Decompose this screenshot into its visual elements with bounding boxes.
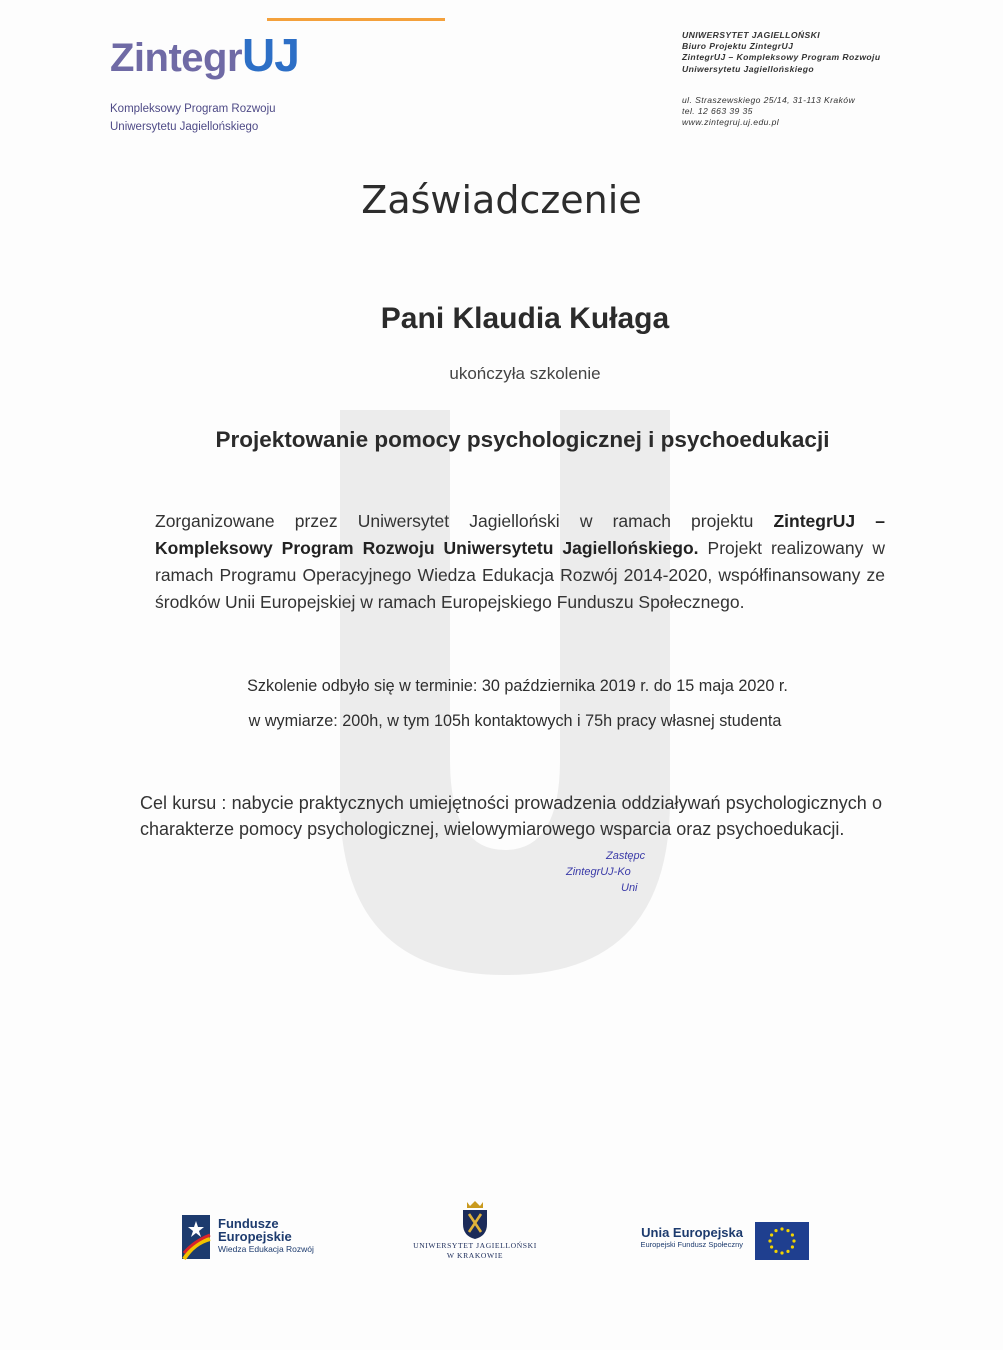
fe-text: [218, 1217, 314, 1256]
logo-word-accent: UJ: [242, 29, 299, 81]
fundusze-europejskie-logo: [180, 1213, 340, 1263]
address-line: ul. Straszewskiego 25/14, 31-113 Kraków: [682, 94, 856, 105]
signature-stamp: [566, 848, 645, 896]
uj-u-watermark-icon: [300, 400, 710, 1000]
logo-word-main: Zintegr: [110, 36, 243, 80]
address-line: Uniwersytetu Jagiellońskiego: [682, 63, 815, 74]
uj-line2: W KRAKOWIE: [446, 1251, 504, 1260]
office-address: [682, 30, 982, 128]
logo-strip: [267, 18, 445, 21]
address-gap: [682, 75, 982, 95]
organizer-paragraph: [155, 508, 885, 616]
uj-crest-icon: [455, 1198, 495, 1240]
course-goal: Cel kursu : nabycie praktycznych umiejętności prowadzenia oddziaływań psychologicznych o charakterze pomocy psychologicznej, wielowymiarowego wsparcia oraz psychoedukacji.: [140, 793, 882, 839]
para-text-2: Projekt realizowany w ramach Programu Operacyjnego Wiedza Edukacja Rozwój 2014-2020, współfinansowany ze środków Unii Europejskiej w ramach Europejskiego Funduszu Społecznego.: [155, 538, 885, 612]
fundusze-europejskie-logo-icon: [180, 1213, 214, 1263]
document-title: Zaświadczenie: [361, 178, 642, 222]
ue-text: [625, 1225, 743, 1249]
stamp-line: ZintegrUJ-Ko: [566, 866, 631, 878]
training-scope: w wymiarze: 200h, w tym 105h kontaktowych i 75h pracy własnej studenta: [248, 712, 782, 730]
uj-crest-logo: [400, 1198, 550, 1268]
uj-line1: UNIWERSYTET JAGIELLOŃSKI: [413, 1241, 537, 1250]
logo-subtitle: [110, 100, 276, 136]
logo-subtitle-line1: Kompleksowy Program Rozwoju: [110, 103, 276, 115]
logo-subtitle-line2: Uniwersytetu Jagiellońskiego: [110, 121, 259, 133]
address-line: Biuro Projektu ZintegrUJ: [682, 41, 794, 52]
fe-title2: Europejskie: [218, 1229, 292, 1244]
unia-europejska-logo: [625, 1222, 825, 1262]
ue-title: Unia Europejska: [641, 1225, 743, 1240]
fe-title1: Fundusze: [218, 1216, 279, 1231]
para-text-1: Zorganizowane przez Uniwersytet Jagielloński w ramach projektu: [155, 511, 774, 531]
ue-subtitle: Europejski Fundusz Społeczny: [640, 1240, 743, 1249]
logo-word: [110, 28, 299, 82]
para-text-bold: ZintegrUJ – Kompleksowy Program Rozwoju Uniwersytetu Jagiellońskiego.: [155, 511, 885, 558]
completed-text: ukończyła szkolenie: [449, 364, 601, 383]
address-line: UNIWERSYTET JAGIELLOŃSKI: [682, 30, 821, 40]
stamp-line: Uni: [621, 882, 638, 894]
address-line: tel. 12 663 39 35: [682, 106, 753, 117]
uj-crest-text: [400, 1241, 550, 1261]
course-name: Projektowanie pomocy psychologicznej i psychoedukacji: [215, 427, 830, 452]
fe-subtitle: Wiedza Edukacja Rozwój: [218, 1244, 314, 1254]
eu-flag-icon: [755, 1222, 809, 1260]
address-line: www.zintegruj.uj.edu.pl: [682, 117, 780, 128]
training-term: Szkolenie odbyło się w terminie: 30 października 2019 r. do 15 maja 2020 r.: [247, 677, 788, 695]
recipient-name: Pani Klaudia Kułaga: [380, 302, 670, 335]
stamp-line: Zastępc: [606, 850, 646, 862]
address-line: ZintegrUJ – Kompleksowy Program Rozwoju: [682, 52, 881, 63]
